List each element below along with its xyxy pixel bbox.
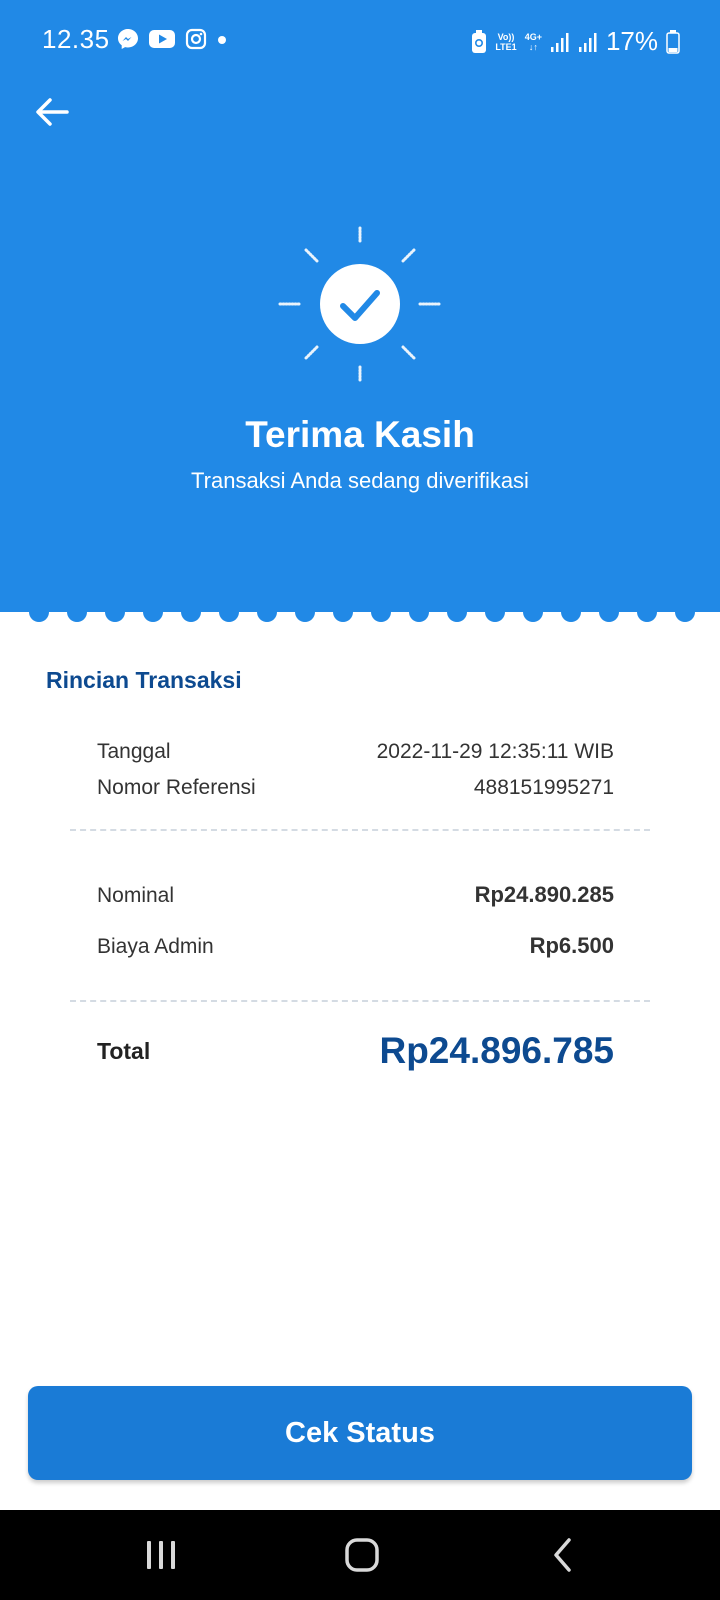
battery-icon: [666, 30, 680, 54]
chevron-left-icon: [551, 1537, 575, 1573]
nominal-value: Rp24.890.285: [474, 882, 614, 907]
instagram-icon: [185, 28, 207, 50]
date-label: Tanggal: [97, 740, 171, 763]
check-circle-icon: [260, 222, 460, 387]
arrow-left-icon: [35, 97, 69, 127]
total-value: Rp24.896.785: [379, 1030, 614, 1071]
thank-you-title: Terima Kasih: [245, 414, 475, 455]
signal-icon-2: [578, 31, 598, 53]
ticket-scallop-edge: [0, 612, 720, 624]
messenger-icon: [117, 28, 139, 50]
admin-fee-value: Rp6.500: [529, 933, 614, 958]
recent-apps-button[interactable]: [101, 1510, 221, 1600]
date-value: 2022-11-29 12:35:11 WIB: [376, 740, 614, 763]
check-status-button[interactable]: Cek Status: [28, 1386, 692, 1480]
home-button[interactable]: [302, 1510, 422, 1600]
admin-fee-row: [97, 933, 614, 959]
reference-label: Nomor Referensi: [97, 776, 256, 799]
reference-row: [97, 776, 614, 800]
reference-value: 488151995271: [473, 776, 614, 799]
recent-apps-icon: [144, 1539, 178, 1571]
battery-percentage: 17%: [605, 26, 658, 56]
section-title: Rincian Transaksi: [46, 667, 242, 693]
nominal-row: [97, 882, 614, 908]
volte-indicator: Vo)) LTE1: [495, 31, 517, 52]
system-back-button[interactable]: [503, 1510, 623, 1600]
home-icon: [344, 1537, 380, 1573]
verification-subtitle: Transaksi Anda sedang diverifikasi: [191, 468, 529, 493]
total-label: Total: [97, 1037, 151, 1064]
divider: [70, 829, 650, 831]
back-button[interactable]: [30, 90, 74, 134]
status-bar: [0, 0, 720, 80]
signal-icon: [550, 31, 570, 53]
status-time: 12.35: [42, 24, 110, 54]
nominal-label: Nominal: [97, 884, 175, 907]
success-header: [0, 0, 720, 612]
admin-fee-label: Biaya Admin: [97, 935, 214, 958]
total-row: [97, 1030, 614, 1072]
system-nav-bar: [0, 1510, 720, 1600]
battery-saver-icon: [471, 30, 487, 54]
network-type-indicator: 4G+ ↓↑: [524, 31, 542, 52]
notification-dot: [218, 36, 226, 44]
divider: [70, 1000, 650, 1002]
notification-icons: [117, 28, 207, 50]
youtube-icon: [149, 29, 175, 49]
system-status-icons: [471, 26, 680, 57]
date-row: [97, 740, 614, 764]
